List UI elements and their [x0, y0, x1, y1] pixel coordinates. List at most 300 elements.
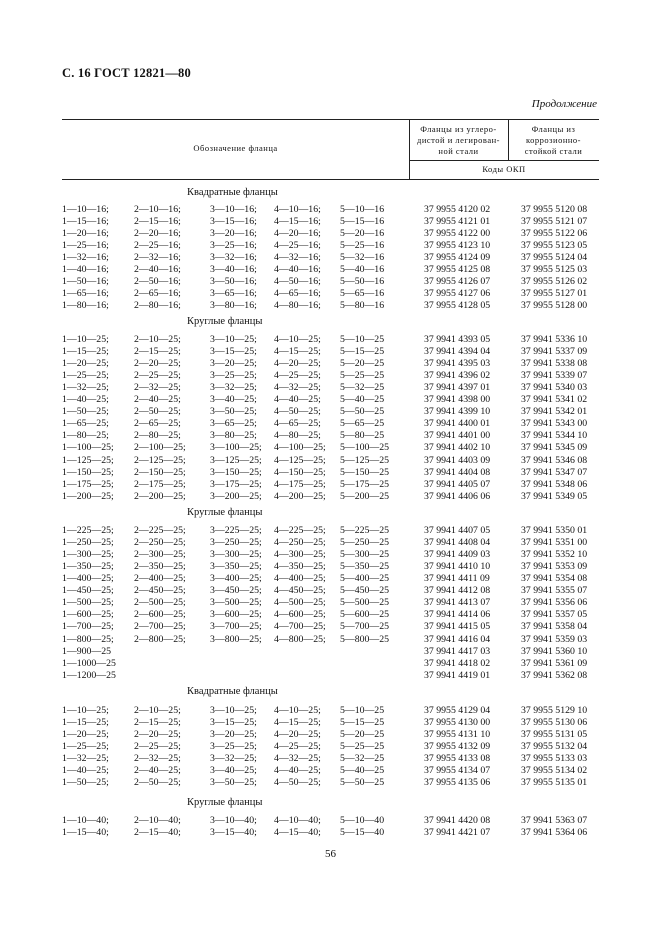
okp-code-stainless: 37 9955 5120 08 [521, 204, 588, 215]
flange-designation: 4—350—25; [274, 561, 326, 573]
flange-designation: 5—40—25 [340, 765, 385, 777]
flange-designation: 4—200—25; [274, 490, 326, 502]
flange-designation: 3—65—25; [210, 418, 257, 430]
okp-code-carbon: 37 9955 4124 09 [424, 252, 491, 264]
flange-designation: 3—250—25; [210, 537, 262, 548]
table-row [0, 765, 661, 777]
table-row [0, 815, 661, 827]
section-title: Круглые фланцы [187, 797, 263, 808]
flange-designation: 4—400—25; [274, 573, 326, 585]
flange-designation: 1—20—25; [62, 358, 109, 370]
flange-designation: 5—32—16 [340, 252, 385, 264]
table-row [0, 240, 661, 252]
flange-designation: 4—32—25; [274, 753, 321, 765]
table-row [0, 346, 661, 358]
flange-designation: 3—80—16; [210, 300, 257, 312]
flange-designation: 5—65—16 [340, 288, 385, 300]
okp-code-stainless: 37 9941 5337 09 [521, 346, 588, 358]
okp-code-carbon: 37 9941 4410 10 [424, 561, 491, 573]
okp-code-carbon: 37 9941 4412 08 [424, 585, 491, 597]
flange-designation: 1—500—25; [62, 597, 114, 609]
okp-code-carbon: 37 9941 4399 10 [424, 406, 491, 418]
flange-designation: 4—150—25; [274, 466, 326, 478]
flange-designation: 5—10—40 [340, 815, 385, 826]
okp-code-stainless: 37 9955 5127 01 [521, 288, 588, 300]
flange-designation: 1—25—25; [62, 741, 109, 753]
okp-code-carbon: 37 9955 4131 10 [424, 729, 491, 741]
flange-designation: 4—80—16; [274, 300, 321, 312]
flange-designation: 5—25—25 [340, 741, 385, 753]
flange-designation: 2—65—25; [134, 418, 181, 430]
table-row [0, 300, 661, 312]
flange-designation: 3—25—16; [210, 240, 257, 252]
okp-code-carbon: 37 9955 4122 00 [424, 228, 491, 240]
flange-designation: 3—10—16; [210, 204, 257, 215]
flange-designation: 3—15—25; [210, 346, 257, 358]
flange-designation: 1—40—25; [62, 765, 109, 777]
flange-designation: 5—400—25 [340, 573, 389, 585]
flange-designation: 4—40—16; [274, 264, 321, 276]
flange-designation: 4—50—25; [274, 777, 321, 789]
flange-designation: 3—10—40; [210, 815, 257, 826]
okp-code-carbon: 37 9941 4401 00 [424, 430, 491, 442]
flange-designation: 2—250—25; [134, 537, 186, 548]
flange-designation: 2—700—25; [134, 621, 186, 633]
flange-designation: 5—700—25 [340, 621, 389, 633]
section-title: Круглые фланцы [187, 316, 263, 327]
okp-code-carbon: 37 9941 4398 00 [424, 394, 491, 406]
flange-designation: 2—15—40; [134, 827, 181, 838]
okp-code-stainless: 37 9941 5354 08 [521, 573, 588, 585]
flange-designation: 2—600—25; [134, 609, 186, 621]
table-row [0, 455, 661, 467]
flange-designation: 2—80—16; [134, 300, 181, 312]
okp-code-carbon: 37 9941 4405 07 [424, 478, 491, 490]
flange-designation: 2—400—25; [134, 573, 186, 585]
flange-designation: 2—15—25; [134, 717, 181, 728]
flange-designation: 5—80—16 [340, 300, 385, 312]
okp-code-carbon: 37 9941 4394 04 [424, 346, 491, 358]
section-title: Квадратные фланцы [187, 686, 278, 697]
flange-designation: 5—50—25 [340, 777, 385, 789]
flange-designation: 4—20—25; [274, 729, 321, 741]
flange-designation: 1—300—25; [62, 549, 114, 561]
table-header-bottom-rule [62, 179, 599, 180]
flange-designation: 1—50—16; [62, 276, 109, 288]
flange-designation: 3—80—25; [210, 430, 257, 442]
flange-designation: 3—40—25; [210, 394, 257, 406]
table-row [0, 729, 661, 741]
okp-code-carbon: 37 9941 4420 08 [424, 815, 491, 826]
flange-designation: 3—15—25; [210, 717, 257, 728]
flange-designation: 4—32—25; [274, 382, 321, 394]
flange-designation: 3—32—25; [210, 753, 257, 765]
flange-designation: 4—10—16; [274, 204, 321, 215]
okp-code-stainless: 37 9941 5341 02 [521, 394, 588, 406]
table-row [0, 634, 661, 646]
flange-designation: 2—80—25; [134, 430, 181, 442]
okp-code-carbon: 37 9941 4395 03 [424, 358, 491, 370]
flange-designation: 3—225—25; [210, 525, 262, 536]
table-row [0, 252, 661, 264]
flange-designation: 5—10—25 [340, 705, 385, 716]
flange-designation: 1—15—16; [62, 216, 109, 228]
okp-code-stainless: 37 9941 5355 07 [521, 585, 588, 597]
table-row [0, 827, 661, 839]
flange-designation: 1—15—40; [62, 827, 109, 838]
okp-code-carbon: 37 9941 4413 07 [424, 597, 491, 609]
table-row [0, 430, 661, 442]
stainless-steel-header: Фланцы из коррозионно- стойкой стали [524, 124, 583, 156]
carbon-steel-header: Фланцы из углеро- дистой и легирован- ной стали [417, 124, 500, 156]
flange-designation: 2—100—25; [134, 442, 186, 454]
okp-code-stainless: 37 9941 5340 03 [521, 382, 588, 394]
table-row [0, 561, 661, 573]
okp-code-carbon: 37 9941 4417 03 [424, 645, 491, 657]
section-title: Квадратные фланцы [187, 187, 278, 198]
flange-designation: 3—50—25; [210, 406, 257, 418]
flange-designation: 1—80—16; [62, 300, 109, 312]
flange-designation: 4—450—25; [274, 585, 326, 597]
okp-code-carbon: 37 9941 4419 01 [424, 669, 491, 681]
okp-code-carbon: 37 9955 4121 01 [424, 216, 491, 228]
flange-designation: 2—15—16; [134, 216, 181, 228]
okp-code-carbon: 37 9941 4415 05 [424, 621, 491, 633]
table-row [0, 442, 661, 454]
okp-code-stainless: 37 9941 5364 06 [521, 827, 588, 838]
table-row [0, 358, 661, 370]
flange-designation: 3—800—25; [210, 633, 262, 645]
flange-designation: 3—65—16; [210, 288, 257, 300]
flange-designation: 4—65—25; [274, 418, 321, 430]
flange-designation: 1—175—25; [62, 478, 114, 490]
flange-designation: 2—225—25; [134, 525, 186, 536]
section-title: Круглые фланцы [187, 507, 263, 518]
flange-designation: 1—10—25; [62, 705, 109, 716]
okp-divider [409, 160, 599, 161]
table-row [0, 585, 661, 597]
flange-designation: 4—300—25; [274, 549, 326, 561]
page-header: С. 16 ГОСТ 12821—80 [62, 66, 191, 80]
flange-designation: 5—100—25 [340, 442, 389, 454]
okp-code-carbon: 37 9941 4397 01 [424, 382, 491, 394]
table-row [0, 264, 661, 276]
okp-code-carbon: 37 9955 4132 09 [424, 741, 491, 753]
flange-designation: 3—125—25; [210, 454, 262, 466]
okp-code-carbon: 37 9955 4133 08 [424, 753, 491, 765]
table-row [0, 418, 661, 430]
flange-designation: 1—32—25; [62, 382, 109, 394]
flange-designation: 2—32—25; [134, 382, 181, 394]
okp-code-stainless: 37 9941 5350 01 [521, 525, 588, 536]
okp-code-stainless: 37 9941 5343 00 [521, 418, 588, 430]
flange-designation: 4—10—25; [274, 334, 321, 345]
flange-designation: 1—25—25; [62, 370, 109, 382]
flange-designation: 2—40—25; [134, 394, 181, 406]
flange-designation: 3—150—25; [210, 466, 262, 478]
okp-code-stainless: 37 9955 5135 01 [521, 777, 588, 789]
okp-code-carbon: 37 9941 4409 03 [424, 549, 491, 561]
flange-designation: 5—25—16 [340, 240, 385, 252]
okp-code-carbon: 37 9955 4134 07 [424, 765, 491, 777]
flange-designation: 2—25—16; [134, 240, 181, 252]
flange-designation: 1—125—25; [62, 454, 114, 466]
flange-designation: 1—40—16; [62, 264, 109, 276]
flange-designation: 1—150—25; [62, 466, 114, 478]
flange-designation: 2—40—25; [134, 765, 181, 777]
okp-code-carbon: 37 9941 4406 06 [424, 490, 491, 502]
flange-designation: 1—350—25; [62, 561, 114, 573]
flange-designation: 5—32—25 [340, 753, 385, 765]
flange-designation: 2—300—25; [134, 549, 186, 561]
flange-designation: 5—10—16 [340, 204, 385, 215]
flange-designation: 5—150—25 [340, 466, 389, 478]
okp-code-stainless: 37 9955 5123 05 [521, 240, 588, 252]
okp-code-carbon: 37 9941 4414 06 [424, 609, 491, 621]
continued-label: Продолжение [531, 98, 597, 110]
okp-code-stainless: 37 9941 5363 07 [521, 815, 588, 826]
flange-designation: 3—10—25; [210, 705, 257, 716]
flange-designation: 4—700—25; [274, 621, 326, 633]
flange-designation: 5—250—25 [340, 537, 389, 548]
flange-designation: 2—175—25; [134, 478, 186, 490]
flange-designation: 4—125—25; [274, 454, 326, 466]
flange-designation: 1—40—25; [62, 394, 109, 406]
okp-code-stainless: 37 9941 5347 07 [521, 466, 588, 478]
flange-designation: 3—40—16; [210, 264, 257, 276]
flange-designation: 3—600—25; [210, 609, 262, 621]
flange-designation: 5—450—25 [340, 585, 389, 597]
okp-code-stainless: 37 9941 5349 05 [521, 490, 588, 502]
flange-designation: 1—800—25; [62, 633, 114, 645]
table-row [0, 467, 661, 479]
okp-code-stainless: 37 9941 5345 09 [521, 442, 588, 454]
flange-designation: 5—600—25 [340, 609, 389, 621]
flange-designation: 1—1000—25 [62, 657, 116, 669]
table-row [0, 479, 661, 491]
okp-code-stainless: 37 9941 5348 06 [521, 478, 588, 490]
flange-designation: 4—600—25; [274, 609, 326, 621]
table-row [0, 382, 661, 394]
flange-designation: 4—15—25; [274, 717, 321, 728]
okp-code-carbon: 37 9955 4135 06 [424, 777, 491, 789]
okp-code-carbon: 37 9941 4411 09 [424, 573, 490, 585]
flange-designation: 1—225—25; [62, 525, 114, 536]
flange-designation: 5—20—25 [340, 358, 385, 370]
flange-designation: 2—20—25; [134, 729, 181, 741]
okp-code-stainless: 37 9955 5124 04 [521, 252, 588, 264]
flange-designation: 3—50—25; [210, 777, 257, 789]
flange-designation: 4—80—25; [274, 430, 321, 442]
flange-designation: 4—20—16; [274, 228, 321, 240]
page-number: 56 [325, 848, 336, 860]
okp-code-stainless: 37 9955 5133 03 [521, 753, 588, 765]
flange-designation: 3—20—25; [210, 358, 257, 370]
okp-code-carbon: 37 9941 4421 07 [424, 827, 491, 838]
flange-designation: 1—450—25; [62, 585, 114, 597]
okp-code-carbon: 37 9955 4125 08 [424, 264, 491, 276]
flange-designation: 5—10—25 [340, 334, 385, 345]
flange-designation: 3—32—25; [210, 382, 257, 394]
flange-designation: 3—25—25; [210, 741, 257, 753]
flange-designation: 1—200—25; [62, 490, 114, 502]
flange-designation: 2—125—25; [134, 454, 186, 466]
flange-designation: 5—15—16 [340, 216, 385, 228]
flange-designation: 2—200—25; [134, 490, 186, 502]
flange-designation: 1—32—25; [62, 753, 109, 765]
flange-designation: 3—15—16; [210, 216, 257, 228]
okp-code-stainless: 37 9955 5130 06 [521, 717, 588, 728]
okp-code-stainless: 37 9941 5342 01 [521, 406, 588, 418]
flange-designation: 4—50—16; [274, 276, 321, 288]
table-row [0, 670, 661, 682]
table-row [0, 777, 661, 789]
table-row [0, 491, 661, 503]
okp-code-carbon: 37 9955 4126 07 [424, 276, 491, 288]
flange-designation: 2—500—25; [134, 597, 186, 609]
flange-designation: 4—250—25; [274, 537, 326, 548]
flange-designation: 3—450—25; [210, 585, 262, 597]
flange-designation: 1—700—25; [62, 621, 114, 633]
flange-designation: 3—32—16; [210, 252, 257, 264]
flange-designation: 2—20—25; [134, 358, 181, 370]
flange-designation: 4—15—16; [274, 216, 321, 228]
flange-designation: 5—20—16 [340, 228, 385, 240]
flange-designation: 4—175—25; [274, 478, 326, 490]
table-row [0, 597, 661, 609]
flange-designation: 3—200—25; [210, 490, 262, 502]
okp-code-stainless: 37 9955 5121 07 [521, 216, 588, 228]
table-row [0, 204, 661, 216]
table-row [0, 658, 661, 670]
flange-designation: 3—350—25; [210, 561, 262, 573]
flange-designation: 1—65—16; [62, 288, 109, 300]
table-row [0, 525, 661, 537]
flange-designation: 1—400—25; [62, 573, 114, 585]
flange-designation: 4—500—25; [274, 597, 326, 609]
flange-designation: 2—25—25; [134, 741, 181, 753]
flange-designation: 2—15—25; [134, 346, 181, 358]
flange-designation: 5—350—25 [340, 561, 389, 573]
flange-designation: 2—10—25; [134, 334, 181, 345]
okp-code-stainless: 37 9941 5351 00 [521, 537, 588, 548]
okp-code-stainless: 37 9941 5339 07 [521, 370, 588, 382]
okp-code-stainless: 37 9955 5126 02 [521, 276, 588, 288]
flange-designation: 2—10—40; [134, 815, 181, 826]
table-row [0, 705, 661, 717]
flange-designation: 5—15—40 [340, 827, 385, 838]
okp-code-carbon: 37 9941 4402 10 [424, 442, 491, 454]
flange-designation: 4—15—25; [274, 346, 321, 358]
flange-designation: 5—25—25 [340, 370, 385, 382]
flange-designation: 4—25—16; [274, 240, 321, 252]
flange-designation: 3—10—25; [210, 334, 257, 345]
okp-code-stainless: 37 9941 5362 08 [521, 669, 588, 681]
okp-codes-header: Коды ОКП [482, 164, 526, 174]
okp-code-carbon: 37 9955 4127 06 [424, 288, 491, 300]
table-row [0, 621, 661, 633]
flange-designation: 3—20—25; [210, 729, 257, 741]
flange-designation: 4—10—40; [274, 815, 321, 826]
flange-designation: 5—500—25 [340, 597, 389, 609]
flange-designation: 2—32—16; [134, 252, 181, 264]
okp-code-stainless: 37 9955 5129 10 [521, 705, 588, 716]
flange-designation: 4—225—25; [274, 525, 326, 536]
table-row [0, 717, 661, 729]
designation-header: Обозначение фланца [193, 143, 278, 153]
flange-designation: 1—65—25; [62, 418, 109, 430]
okp-code-carbon: 37 9941 4407 05 [424, 525, 491, 536]
okp-code-stainless: 37 9941 5352 10 [521, 549, 588, 561]
flange-designation: 5—125—25 [340, 454, 389, 466]
flange-designation: 3—500—25; [210, 597, 262, 609]
flange-designation: 1—20—16; [62, 228, 109, 240]
okp-code-stainless: 37 9941 5360 10 [521, 645, 588, 657]
table-top-rule [62, 119, 599, 120]
okp-code-carbon: 37 9955 4128 05 [424, 300, 491, 312]
table-row [0, 288, 661, 300]
flange-designation: 1—32—16; [62, 252, 109, 264]
okp-code-carbon: 37 9941 4400 01 [424, 418, 491, 430]
flange-designation: 3—175—25; [210, 478, 262, 490]
flange-designation: 5—800—25 [340, 633, 389, 645]
table-row [0, 753, 661, 765]
okp-code-stainless: 37 9941 5353 09 [521, 561, 588, 573]
flange-designation: 4—15—40; [274, 827, 321, 838]
okp-code-carbon: 37 9955 4130 00 [424, 717, 491, 728]
flange-designation: 4—40—25; [274, 394, 321, 406]
flange-designation: 2—65—16; [134, 288, 181, 300]
table-row [0, 549, 661, 561]
flange-designation: 5—50—16 [340, 276, 385, 288]
okp-code-stainless: 37 9955 5131 05 [521, 729, 588, 741]
table-row [0, 537, 661, 549]
flange-designation: 1—10—40; [62, 815, 109, 826]
okp-code-stainless: 37 9955 5122 06 [521, 228, 588, 240]
flange-designation: 5—175—25 [340, 478, 389, 490]
table-row [0, 276, 661, 288]
flange-designation: 5—65—25 [340, 418, 385, 430]
okp-code-stainless: 37 9941 5359 03 [521, 633, 588, 645]
table-row [0, 573, 661, 585]
okp-code-carbon: 37 9955 4123 10 [424, 240, 491, 252]
flange-designation: 1—1200—25 [62, 669, 116, 681]
flange-designation: 2—450—25; [134, 585, 186, 597]
table-row [0, 334, 661, 346]
flange-designation: 2—40—16; [134, 264, 181, 276]
okp-code-carbon: 37 9941 4393 05 [424, 334, 491, 345]
flange-designation: 1—25—16; [62, 240, 109, 252]
flange-designation: 4—65—16; [274, 288, 321, 300]
okp-code-carbon: 37 9941 4416 04 [424, 633, 491, 645]
flange-designation: 2—50—25; [134, 777, 181, 789]
table-row [0, 609, 661, 621]
flange-designation: 3—400—25; [210, 573, 262, 585]
flange-designation: 2—50—16; [134, 276, 181, 288]
flange-designation: 2—50—25; [134, 406, 181, 418]
table-row [0, 406, 661, 418]
flange-designation: 1—20—25; [62, 729, 109, 741]
table-row [0, 228, 661, 240]
flange-designation: 1—50—25; [62, 777, 109, 789]
okp-code-stainless: 37 9955 5125 03 [521, 264, 588, 276]
table-row [0, 394, 661, 406]
flange-designation: 2—25—25; [134, 370, 181, 382]
flange-designation: 3—20—16; [210, 228, 257, 240]
flange-designation: 4—25—25; [274, 370, 321, 382]
okp-code-stainless: 37 9941 5361 09 [521, 657, 588, 669]
flange-designation: 1—250—25; [62, 537, 114, 548]
